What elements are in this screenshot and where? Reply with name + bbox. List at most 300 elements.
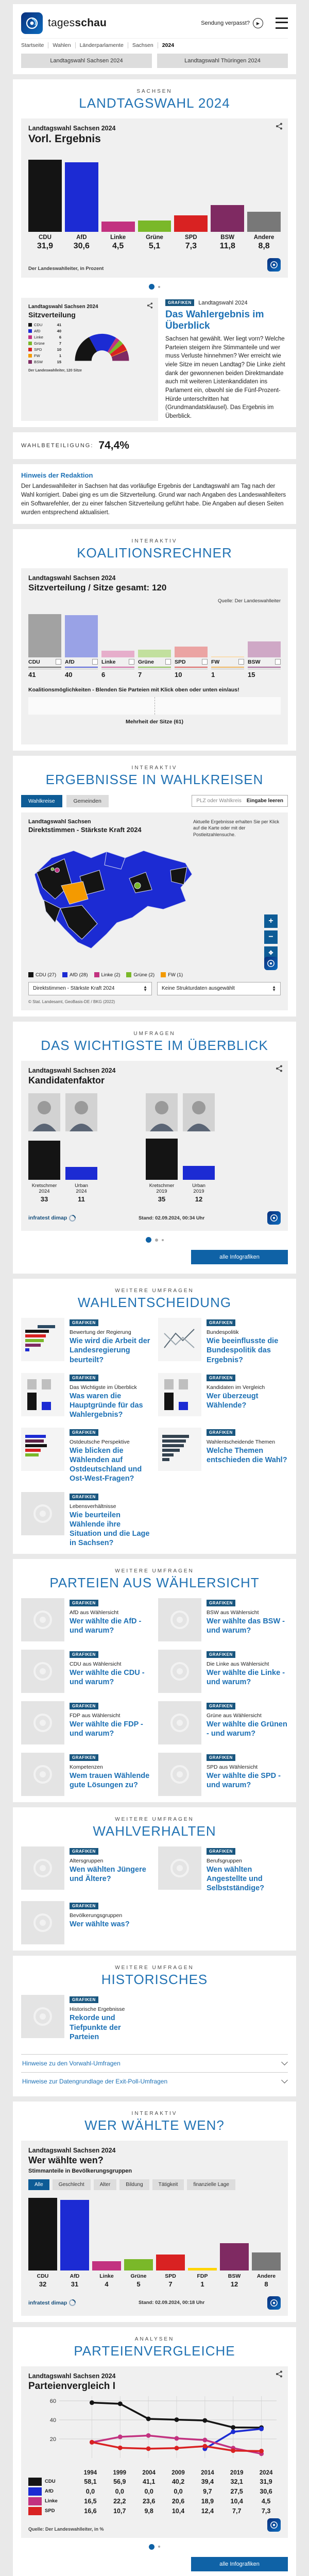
party-seats: 7 bbox=[138, 669, 171, 679]
teaser-headline[interactable]: Wer überzeugt Wählende? bbox=[207, 1392, 259, 1410]
series-value: 58,1 bbox=[84, 2478, 97, 2485]
series-value: 23,6 bbox=[142, 2497, 156, 2505]
teaser-kicker: CDU aus Wählersicht bbox=[70, 1661, 122, 1668]
result-bar-column[interactable] bbox=[174, 159, 208, 251]
koalition-party-column bbox=[248, 613, 281, 679]
party-color-chip bbox=[126, 972, 131, 977]
result-bar-column[interactable] bbox=[211, 159, 244, 251]
legend-label: Linke (2) bbox=[101, 972, 121, 978]
ww-bar-column[interactable] bbox=[28, 2197, 57, 2288]
teaser[interactable] bbox=[21, 1650, 151, 1693]
teaser[interactable] bbox=[158, 1598, 288, 1641]
series-value: 10,7 bbox=[113, 2507, 126, 2515]
kandidat-column bbox=[146, 1093, 178, 1203]
seat-card bbox=[21, 298, 158, 421]
koalition-party-column bbox=[211, 613, 244, 679]
section-title: WER WÄHLTE WEN? bbox=[84, 2117, 225, 2133]
party-rule bbox=[65, 667, 98, 668]
party-checkbox[interactable] bbox=[56, 659, 61, 665]
teaser-kicker: Wahlentscheidende Themen bbox=[207, 1439, 276, 1446]
series-value: 22,2 bbox=[113, 2497, 126, 2505]
grafiken-badge: GRAFIKEN bbox=[70, 1494, 98, 1500]
group-tab[interactable]: Alter bbox=[94, 2179, 117, 2190]
koalition-hint: Koalitionsmöglichkeiten - Blenden Sie Parteien mit Klick oben oder unten ein/aus! bbox=[28, 686, 239, 693]
teaser-headline[interactable]: Wie beurteilen Wählende ihre Situation und die Lage in Sachsen? bbox=[70, 1511, 150, 1547]
ww-bar bbox=[92, 2261, 121, 2270]
region-tabs bbox=[21, 54, 288, 68]
map-legend-item bbox=[62, 972, 88, 978]
party-name: FDP bbox=[197, 2273, 208, 2279]
party-color-chip bbox=[28, 348, 32, 351]
party-name: Andere bbox=[253, 234, 274, 241]
party-name: Grüne bbox=[34, 341, 45, 346]
group-tab[interactable]: Geschlecht bbox=[53, 2179, 91, 2190]
card-kicker: Landtagswahl Sachsen 2024 bbox=[28, 125, 116, 132]
series-value: 0,0 bbox=[144, 2487, 153, 2495]
party-rule bbox=[101, 667, 134, 668]
teaser-headline[interactable]: Wer wählte das BSW - und warum? bbox=[207, 1617, 285, 1635]
grafiken-badge: GRAFIKEN bbox=[70, 1996, 98, 2003]
region-tab[interactable]: Landtagswahl Sachsen 2024 bbox=[21, 54, 152, 68]
ww-bar bbox=[124, 2259, 153, 2270]
map-zoom-in-button[interactable]: + bbox=[264, 914, 278, 928]
teaser[interactable] bbox=[158, 1428, 288, 1484]
party-seats: 15 bbox=[248, 669, 281, 679]
carousel-dot[interactable] bbox=[158, 286, 160, 288]
party-value: 7 bbox=[168, 2280, 173, 2288]
teaser-kicker: Historische Ergebnisse bbox=[70, 2006, 125, 2013]
teaser-thumbnail bbox=[158, 1753, 201, 1796]
parteienvergleich-card bbox=[21, 2366, 288, 2538]
teaser-thumbnail bbox=[21, 1753, 64, 1796]
party-name: SPD bbox=[45, 2508, 55, 2514]
party-seats: 6 bbox=[59, 335, 61, 340]
result-bar-column[interactable] bbox=[247, 159, 281, 251]
tagesschau-badge-icon bbox=[267, 2296, 281, 2310]
party-color-chip bbox=[161, 972, 166, 977]
party-name: BSW bbox=[220, 234, 235, 241]
teaser-headline[interactable]: Wer wählte die FDP - und warum? bbox=[70, 1720, 143, 1738]
card-title: Parteienvergleich I bbox=[28, 2380, 115, 2392]
kandidat-column bbox=[28, 1093, 60, 1203]
party-name: Linke bbox=[110, 234, 126, 241]
teaser-headline[interactable]: Welche Themen entschieden die Wahl? bbox=[207, 1447, 287, 1465]
koalition-party-column bbox=[175, 613, 208, 679]
breadcrumb-item[interactable]: Sachsen bbox=[128, 42, 158, 48]
seat-legend-row bbox=[28, 323, 61, 327]
section-title: DAS WICHTIGSTE IM ÜBERBLICK bbox=[41, 1038, 268, 1054]
carousel-dot[interactable] bbox=[158, 2546, 160, 2548]
map-legend-item bbox=[94, 972, 121, 978]
search-placeholder: PLZ oder Wahlkreis bbox=[196, 798, 242, 804]
kandidat-value: 33 bbox=[40, 1195, 48, 1204]
series-value: 7,7 bbox=[232, 2507, 242, 2515]
grafiken-badge: GRAFIKEN bbox=[70, 1903, 98, 1909]
hero-kicker: SACHSEN bbox=[136, 89, 173, 94]
teaser[interactable] bbox=[21, 1373, 151, 1419]
teaser[interactable] bbox=[21, 1846, 151, 1893]
teaser[interactable] bbox=[158, 1753, 288, 1796]
tagesschau-logo-icon[interactable] bbox=[21, 12, 43, 34]
seat-legend bbox=[28, 321, 61, 366]
koalition-bar[interactable] bbox=[28, 614, 61, 657]
teaser-thumbnail bbox=[158, 1428, 201, 1471]
menu-icon[interactable] bbox=[276, 18, 288, 29]
party-color-chip bbox=[28, 2507, 42, 2515]
teaser-headline[interactable]: Wen wählten Jüngere und Ältere? bbox=[70, 1866, 146, 1884]
ww-bar bbox=[60, 2200, 89, 2270]
group-tabs bbox=[28, 2179, 281, 2190]
note-text: Der Landeswahlleiter in Sachsen hat das vorläufige Ergebnis der Landtagswahl am Tag nach der Wahl korrigiert. Dabei ging es um die Sitzverteilung. Grund war nach Angaben des Landeswahlleiters ein Softwarefehler, der zu einer falschen Sitzverteilung geführt habe. Die Angaben auf diesen Seiten wurden entsprechend aktualisiert. bbox=[21, 483, 286, 516]
party-name: Grüne bbox=[138, 658, 154, 665]
teaser-headline[interactable]: Wie blicken die Wählenden auf Ostdeutschland und Ost-West-Fragen? bbox=[70, 1447, 142, 1483]
map-metric-select[interactable]: Direktstimmen - Stärkste Kraft 2024 ▲ ▼ bbox=[28, 982, 152, 996]
teaser[interactable] bbox=[21, 1598, 151, 1641]
breadcrumb-item[interactable]: 2024 bbox=[162, 42, 175, 48]
koalition-bar[interactable] bbox=[65, 615, 98, 657]
koalition-bar[interactable] bbox=[248, 641, 281, 657]
party-name: CDU bbox=[38, 234, 52, 241]
party-value: 8 bbox=[264, 2280, 268, 2288]
series-value: 10,4 bbox=[230, 2497, 243, 2505]
teaser-thumbnail bbox=[158, 1318, 201, 1361]
breadcrumb bbox=[21, 38, 288, 48]
grafiken-badge: GRAFIKEN bbox=[70, 1600, 98, 1606]
carousel-dot[interactable] bbox=[149, 284, 154, 290]
share-icon[interactable] bbox=[276, 2370, 283, 2380]
dimap-ring-icon bbox=[68, 2298, 77, 2308]
year-label: 2004 bbox=[142, 2469, 156, 2476]
chart-source: Der Landeswahlleiter, in Prozent bbox=[28, 266, 104, 272]
koalition-card bbox=[21, 568, 288, 744]
series-value: 20,6 bbox=[171, 2497, 185, 2505]
teaser-thumbnail bbox=[21, 1373, 64, 1416]
group-tab[interactable]: finanzielle Lage bbox=[187, 2179, 235, 2190]
accordion-row[interactable] bbox=[21, 2054, 288, 2072]
kandidat-bar bbox=[65, 1167, 97, 1180]
saxony-map-svg bbox=[28, 838, 198, 964]
teaser-kicker: Grüne aus Wählersicht bbox=[207, 1713, 262, 1719]
group-tab[interactable]: Tätigkeit bbox=[152, 2179, 184, 2190]
party-checkbox[interactable] bbox=[202, 659, 208, 665]
legend-label: FW (1) bbox=[168, 972, 183, 978]
section-kicker: WEITERE UMFRAGEN bbox=[115, 1817, 194, 1823]
teaser-kicker: BSW aus Wählersicht bbox=[207, 1609, 259, 1616]
party-name: Grüne bbox=[146, 234, 163, 241]
result-bar-column[interactable] bbox=[101, 159, 135, 251]
grafiken-badge: GRAFIKEN bbox=[70, 1848, 98, 1855]
accordion-label: Hinweise zu den Vorwahl-Umfragen bbox=[22, 2059, 121, 2067]
grafiken-badge: GRAFIKEN bbox=[70, 1319, 98, 1326]
series-value: 32,1 bbox=[230, 2478, 243, 2485]
ww-bar-column[interactable] bbox=[156, 2197, 185, 2288]
group-tab[interactable]: Bildung bbox=[119, 2179, 149, 2190]
koalition-bar[interactable] bbox=[211, 656, 244, 657]
section-title: PARTEIEN AUS WÄHLERSICHT bbox=[49, 1575, 260, 1591]
party-color-chip bbox=[28, 329, 32, 333]
series-value: 16,6 bbox=[84, 2507, 97, 2515]
parteienvergleich-section bbox=[13, 2327, 296, 2576]
majority-label: Mehrheit der Sitze (61) bbox=[125, 718, 184, 725]
party-name: SPD bbox=[175, 658, 186, 665]
chart-source: Quelle: Der Landeswahlleiter, in % bbox=[28, 2526, 104, 2532]
party-seats: 41 bbox=[28, 669, 61, 679]
grafiken-badge: GRAFIKEN bbox=[207, 1600, 235, 1606]
series-value: 16,5 bbox=[84, 2497, 97, 2505]
year-label: 1994 bbox=[83, 2469, 97, 2476]
party-value: 31,9 bbox=[37, 242, 53, 250]
series-value: 4,5 bbox=[261, 2497, 271, 2505]
teaser[interactable] bbox=[158, 1846, 288, 1893]
result-bar-column[interactable] bbox=[138, 159, 171, 251]
party-color-chip bbox=[28, 2487, 42, 2496]
party-checkbox[interactable] bbox=[275, 659, 281, 665]
teaser[interactable] bbox=[158, 1701, 288, 1744]
party-value: 32 bbox=[39, 2280, 47, 2288]
carousel-dot[interactable] bbox=[162, 1239, 164, 1241]
card-title: Direktstimmen - Stärkste Kraft 2024 bbox=[28, 825, 142, 834]
teaser-kicker: Landtagswahl 2024 bbox=[198, 300, 248, 306]
grafiken-badge: GRAFIKEN bbox=[207, 1375, 235, 1381]
koalition-party-column bbox=[101, 613, 134, 679]
teaser-headline[interactable]: Wer wählte was? bbox=[70, 1920, 130, 1929]
map-legend bbox=[28, 972, 281, 978]
series-row bbox=[28, 2487, 281, 2496]
teaser[interactable] bbox=[21, 1318, 151, 1364]
teaser-headline[interactable]: Das Wahlergebnis im Überblick bbox=[165, 309, 264, 331]
teaser-headline[interactable]: Wer wählte die Linke - und warum? bbox=[207, 1669, 285, 1687]
party-color-chip bbox=[28, 2478, 42, 2486]
teaser[interactable] bbox=[21, 1492, 151, 1548]
all-infografiken-button[interactable]: alle Infografiken bbox=[191, 2557, 288, 2571]
year-label: 2009 bbox=[171, 2469, 185, 2476]
share-icon[interactable] bbox=[147, 302, 153, 311]
plz-search[interactable] bbox=[192, 795, 288, 807]
teaser-headline[interactable]: Wer wählte die Grünen - und warum? bbox=[207, 1720, 287, 1738]
ww-bar-column[interactable] bbox=[220, 2197, 249, 2288]
ww-bar bbox=[252, 2252, 281, 2270]
ww-bar-column[interactable] bbox=[92, 2197, 121, 2288]
section-kicker: INTERAKTIV bbox=[131, 2110, 178, 2116]
teaser[interactable] bbox=[158, 1650, 288, 1693]
kandidat-name: Kretschmer bbox=[149, 1183, 175, 1189]
series-value: 0,0 bbox=[85, 2487, 95, 2495]
legend-label: CDU (27) bbox=[36, 972, 57, 978]
card-title: Vorl. Ergebnis bbox=[28, 133, 101, 145]
party-name: FW bbox=[34, 353, 40, 358]
share-icon[interactable] bbox=[276, 123, 283, 132]
koalition-bar[interactable] bbox=[101, 651, 134, 657]
party-name: AfD bbox=[70, 2273, 80, 2279]
region-tab[interactable]: Landtagswahl Thüringen 2024 bbox=[157, 54, 288, 68]
teaser-kicker: Bundespolitik bbox=[207, 1329, 239, 1336]
result-bar bbox=[101, 222, 135, 232]
party-seats: 1 bbox=[211, 669, 244, 679]
ww-bar bbox=[220, 2243, 249, 2270]
party-value: 12 bbox=[230, 2280, 238, 2288]
koalition-bar[interactable] bbox=[138, 650, 171, 657]
kandidat-year: 2024 bbox=[39, 1189, 50, 1195]
series-value: 9,7 bbox=[203, 2487, 212, 2495]
carousel-dot[interactable] bbox=[146, 1237, 151, 1243]
party-color-chip bbox=[28, 335, 32, 339]
party-name: Linke bbox=[45, 2498, 58, 2504]
teaser-thumbnail bbox=[21, 1650, 64, 1693]
carousel-dots bbox=[21, 1231, 288, 1245]
party-name: SPD bbox=[34, 347, 42, 352]
party-value: 11,8 bbox=[219, 242, 235, 250]
kandidaten-chart bbox=[28, 1093, 281, 1203]
series-value: 18,9 bbox=[201, 2497, 214, 2505]
party-checkbox[interactable] bbox=[238, 659, 244, 665]
ww-bar-column[interactable] bbox=[252, 2197, 281, 2288]
wahlkreise-section bbox=[13, 756, 296, 1017]
party-rule bbox=[211, 667, 244, 668]
teaser-thumbnail bbox=[158, 1373, 201, 1416]
map-legend-item bbox=[126, 972, 154, 978]
grafiken-badge: GRAFIKEN bbox=[207, 1651, 235, 1658]
section-kicker: WEITERE UMFRAGEN bbox=[115, 1288, 194, 1294]
ww-bar bbox=[28, 2198, 57, 2270]
map-view-tab[interactable]: Gemeinden bbox=[66, 795, 109, 807]
hero-title: LANDTAGSWAHL 2024 bbox=[79, 95, 230, 111]
section-title: HISTORISCHES bbox=[101, 1972, 208, 1988]
editorial-note bbox=[13, 464, 296, 524]
tagesschau-badge-icon bbox=[267, 2518, 281, 2532]
grafiken-badge: GRAFIKEN bbox=[165, 299, 194, 306]
series-value: 0,0 bbox=[115, 2487, 124, 2495]
kandidat-photo bbox=[28, 1093, 60, 1131]
note-title: Hinweis der Redaktion bbox=[21, 471, 93, 479]
series-value: 31,9 bbox=[260, 2478, 272, 2485]
group-tab[interactable]: Alle bbox=[28, 2179, 49, 2190]
sendung-verpasst-link[interactable]: Sendung verpasst? ▶ bbox=[201, 18, 263, 28]
svg-text:60: 60 bbox=[49, 2398, 56, 2404]
party-checkbox[interactable] bbox=[129, 659, 134, 665]
map-structure-select[interactable]: Keine Strukturdaten ausgewählt ▲ ▼ bbox=[157, 982, 281, 996]
teaser[interactable] bbox=[21, 1901, 151, 1944]
teaser[interactable] bbox=[21, 1753, 151, 1796]
series-value: 41,1 bbox=[142, 2478, 156, 2485]
party-seats: 6 bbox=[101, 669, 134, 679]
saxony-map[interactable] bbox=[28, 838, 281, 967]
carousel-dot[interactable] bbox=[155, 1239, 158, 1242]
map-fullscreen-button[interactable]: ✥ bbox=[264, 946, 278, 960]
party-checkbox[interactable] bbox=[92, 659, 98, 665]
ww-bar-column[interactable] bbox=[60, 2197, 89, 2288]
teaser-headline[interactable]: Wer wählte die CDU - und warum? bbox=[70, 1669, 145, 1687]
teaser-kicker: Das Wichtigste im Überblick bbox=[70, 1384, 137, 1391]
teaser[interactable] bbox=[21, 1995, 151, 2041]
legend-label: AfD (28) bbox=[70, 972, 88, 978]
breadcrumb-item[interactable]: Wahlen bbox=[48, 42, 75, 48]
map-view-tab[interactable]: Wahlkreise bbox=[21, 795, 62, 807]
kandidat-value: 35 bbox=[158, 1195, 166, 1204]
turnout-label: WAHLBETEILIGUNG: bbox=[21, 442, 94, 449]
party-name: BSW bbox=[248, 658, 261, 665]
brand-wordmark[interactable]: tagesschau bbox=[48, 17, 107, 29]
seat-legend-row bbox=[28, 329, 61, 333]
party-rule bbox=[138, 667, 171, 668]
ww-bar-column[interactable] bbox=[188, 2197, 217, 2288]
teaser-headline[interactable]: Wie wird die Arbeit der Landesregierung beurteilt? bbox=[70, 1337, 150, 1364]
wer-waehlte-wen-section bbox=[13, 2102, 296, 2322]
party-color-chip bbox=[28, 360, 32, 364]
teaser-headline[interactable]: Wer wählte die AfD - und warum? bbox=[70, 1617, 142, 1635]
stand-timestamp: Stand: 02.09.2024, 00:34 Uhr bbox=[138, 1215, 205, 1221]
result-card bbox=[21, 118, 288, 278]
teaser-headline[interactable]: Wem trauen Wählende gute Lösungen zu? bbox=[70, 1772, 150, 1790]
breadcrumb-item[interactable]: Länderparlamente bbox=[76, 42, 128, 48]
series-row bbox=[28, 2497, 281, 2505]
card-kicker: Landtagswahl Sachsen bbox=[28, 818, 91, 825]
teaser[interactable] bbox=[21, 1701, 151, 1744]
party-rule bbox=[248, 667, 281, 668]
site-header bbox=[13, 4, 296, 74]
teaser-thumbnail bbox=[21, 1492, 64, 1535]
breadcrumb-item[interactable]: Startseite bbox=[21, 42, 48, 48]
teaser-headline[interactable]: Wer wählte die SPD - und warum? bbox=[207, 1772, 281, 1790]
party-name: FW bbox=[211, 658, 220, 665]
carousel-dot[interactable] bbox=[149, 2544, 154, 2550]
party-name: Grüne bbox=[130, 2273, 147, 2279]
ww-bar-column[interactable] bbox=[124, 2197, 153, 2288]
teaser[interactable] bbox=[158, 1373, 288, 1419]
teaser-thumbnail bbox=[21, 1901, 64, 1944]
result-bar-column[interactable] bbox=[65, 159, 98, 251]
party-rule bbox=[175, 667, 208, 668]
wahlentscheidung-section bbox=[13, 1279, 296, 1554]
map-zoom-out-button[interactable]: − bbox=[264, 930, 278, 944]
ww-bar-chart bbox=[28, 2197, 281, 2288]
koalition-party-column bbox=[28, 613, 61, 679]
party-color-chip bbox=[94, 972, 99, 977]
party-color-chip bbox=[28, 323, 32, 327]
dimap-ring-icon bbox=[68, 1213, 77, 1223]
grafiken-badge: GRAFIKEN bbox=[207, 1429, 235, 1436]
teaser-thumbnail bbox=[158, 1650, 201, 1693]
party-color-chip bbox=[28, 342, 32, 345]
card-kicker: Landtagswahl Sachsen 2024 bbox=[28, 304, 98, 310]
teaser-headline[interactable]: Rekorde und Tiefpunkte der Parteien bbox=[70, 2014, 121, 2041]
result-bar-column[interactable] bbox=[28, 159, 62, 251]
card-kicker: Landtagswahl Sachsen 2024 bbox=[28, 574, 116, 582]
party-checkbox[interactable] bbox=[165, 659, 171, 665]
teaser[interactable] bbox=[158, 1318, 288, 1364]
accordion-label: Hinweise zur Datengrundlage der Exit-Poll-Umfragen bbox=[22, 2077, 168, 2085]
legend-label: Grüne (2) bbox=[133, 972, 155, 978]
teaser-thumbnail bbox=[158, 1701, 201, 1744]
party-name: BSW bbox=[34, 360, 43, 364]
teaser-headline[interactable]: Was waren die Hauptgründe für das Wahlergebnis? bbox=[70, 1392, 143, 1419]
share-icon[interactable] bbox=[276, 1065, 283, 1075]
majority-track bbox=[28, 697, 281, 715]
koalition-bar[interactable] bbox=[175, 647, 208, 657]
all-infografiken-button[interactable]: alle Infografiken bbox=[191, 1250, 288, 1264]
teaser[interactable] bbox=[21, 1428, 151, 1484]
teaser-headline[interactable]: Wen wählten Angestellte und Selbstständige? bbox=[207, 1866, 264, 1893]
party-name: AfD bbox=[45, 2488, 54, 2495]
clear-input-button[interactable]: Eingabe leeren bbox=[246, 798, 283, 804]
grafiken-badge: GRAFIKEN bbox=[207, 1754, 235, 1761]
series-value: 0,0 bbox=[174, 2487, 183, 2495]
seat-legend-row bbox=[28, 347, 61, 352]
teaser-headline[interactable]: Wie beeinflusste die Bundespolitik das Ergebnis? bbox=[207, 1337, 279, 1364]
teaser-kicker: Ostdeutsche Perspektive bbox=[70, 1439, 130, 1446]
grafiken-badge: GRAFIKEN bbox=[207, 1319, 235, 1326]
map-card bbox=[21, 812, 288, 1011]
accordion-row[interactable] bbox=[21, 2072, 288, 2090]
